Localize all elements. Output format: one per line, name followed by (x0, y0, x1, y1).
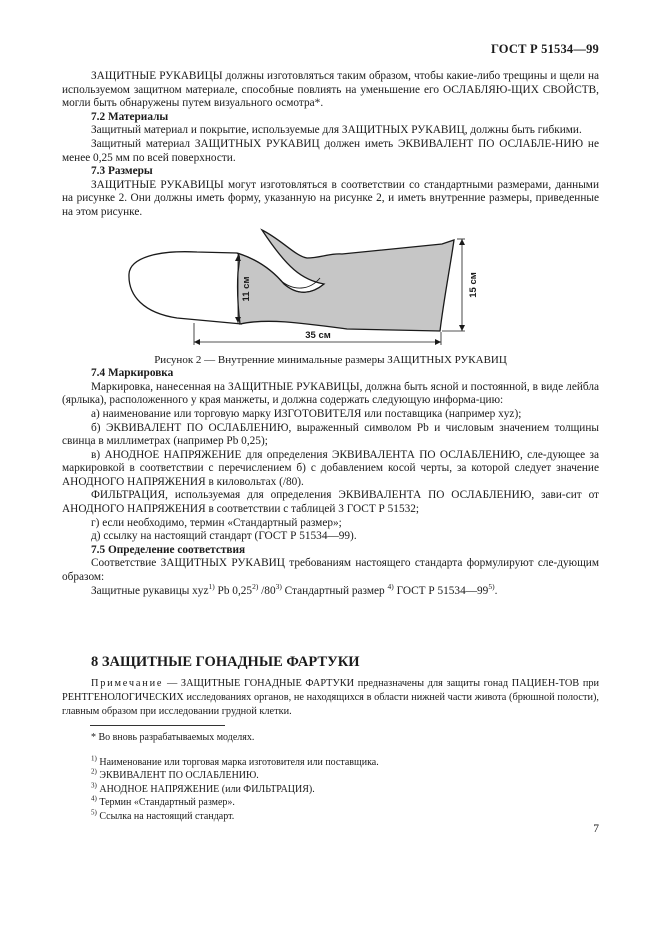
footnote-text: Термин «Стандартный размер». (96, 797, 235, 809)
s74-item-b: б) ЭКВИВАЛЕНТ ПО ОСЛАБЛЕНИЮ, выраженный символом Pb и числовым значением толщины свинца в миллиметрах (например Pb 0,25); (62, 421, 599, 448)
s75-paragraph-1: Соответствие ЗАЩИТНЫХ РУКАВИЦ требованиям настоящего стандарта формулируют сле-дующим образом: (62, 557, 599, 584)
footnote-text: ЭКВИВАЛЕНТ ПО ОСЛАБЛЕНИЮ. (96, 770, 259, 782)
example-part: . (494, 584, 498, 597)
s75-example (62, 581, 599, 599)
section-7-4-heading: 7.4 Маркировка (91, 367, 174, 380)
dim-length-label: 35 см (305, 329, 331, 341)
footnote-star (91, 731, 591, 744)
page-header: ГОСТ Р 51534—99 (490, 42, 599, 56)
figure-2-mitten (62, 228, 599, 354)
s74-filtration: ФИЛЬТРАЦИЯ, используемая для определения ЭКВИВАЛЕНТА ПО ОСЛАБЛЕНИЮ, зави-сит от АНОДНОГО НАПРЯЖЕНИЯ в соответствии с таблицей 3 ГОСТ Р 51532; (62, 489, 599, 516)
footnote-item (91, 769, 591, 782)
footnote-item (91, 756, 591, 769)
footnote-number: 1) (91, 754, 97, 763)
footnote-star-text: * Во вновь разрабатываемых моделях. (91, 732, 255, 743)
footnote-text: Наименование или торговая марка изготовителя или поставщика. (96, 757, 379, 768)
example-part: /80 (258, 584, 276, 597)
note-label: Примечание (91, 678, 164, 689)
footnote-item (91, 796, 591, 809)
sup-marker: 4) (387, 581, 394, 591)
mitten-body (237, 230, 454, 331)
dim-thumb-label: 11 см (241, 276, 252, 302)
footnote-number: 4) (91, 794, 97, 803)
footnote-number: 2) (91, 768, 97, 777)
example-part: ГОСТ Р 51534—99 (393, 584, 489, 597)
section-7-3-heading: 7.3 Размеры (91, 165, 153, 178)
footnote-item (91, 810, 591, 823)
section-8-heading: 8 ЗАЩИТНЫЕ ГОНАДНЫЕ ФАРТУКИ (91, 654, 360, 670)
note-text: — ЗАЩИТНЫЕ ГОНАДНЫЕ ФАРТУКИ предназначены для защиты гонад ПАЦИЕН-ТОВ при РЕНТГЕНОЛОГИЧЕСКИХ исследованиях органов, не находящихся в области нижней части живота (брюшной полости), главным образом при исследовании грудной клетки. (62, 678, 599, 717)
footnote-rule (90, 725, 225, 726)
example-part: Pb 0,25 (214, 584, 253, 597)
footnote-text: АНОДНОЕ НАПРЯЖЕНИЕ (или ФИЛЬТРАЦИЯ). (96, 783, 315, 795)
footnote-number: 3) (91, 781, 97, 790)
dim-height-label: 15 см (468, 271, 479, 298)
s72-paragraph-2: Защитный материал ЗАЩИТНЫХ РУКАВИЦ должен иметь ЭКВИВАЛЕНТ ПО ОСЛАБЛЕ-НИЮ не менее 0,25 мм по всей поверхности. (62, 137, 599, 164)
footnote-item (91, 783, 591, 796)
example-part: Защитные рукавицы xyz (91, 584, 209, 597)
footnote-list (91, 756, 591, 823)
intro-paragraph: ЗАЩИТНЫЕ РУКАВИЦЫ должны изготовляться таким образом, чтобы какие-либо трещины и щели на используемом защитном материале, способные повлиять на уменьшение его ОСЛАБЛЯЮ-ЩИХ СВОЙСТВ, могли быть обнаружены путем визуального осмотра*. (62, 70, 599, 110)
example-part: Стандартный размер (281, 584, 388, 597)
s74-item-g: г) если необходимо, термин «Стандартный размер»; (91, 516, 342, 529)
s73-paragraph-1: ЗАЩИТНЫЕ РУКАВИЦЫ могут изготовляться в соответствии со стандартными размерами, данными на рисунке 2. Они должны иметь форму, указанную на рисунке 2, и иметь внутренние размеры, приведенные на этом рисунке. (62, 178, 599, 218)
s74-item-a: а) наименование или торговую марку ИЗГОТОВИТЕЛЯ или поставщика (например xyz); (91, 407, 522, 420)
footnote-text: Ссылка на настоящий стандарт. (96, 810, 235, 822)
figure-caption: Рисунок 2 — Внутренние минимальные размеры ЗАЩИТНЫХ РУКАВИЦ (154, 353, 507, 366)
height-arrow-bottom (459, 325, 465, 331)
mitten-drawing (62, 228, 599, 354)
section-7-2-heading: 7.2 Материалы (91, 110, 169, 123)
s74-paragraph-1: Маркировка, нанесенная на ЗАЩИТНЫЕ РУКАВИЦЫ, должна быть ясной и постоянной, в виде лейбла (ярлыка), расположенного у края манжеты, и должна содержать следующую информа-цию: (62, 380, 599, 407)
thumb-outline (129, 251, 242, 323)
s72-paragraph-1: Защитный материал и покрытие, используемые для ЗАЩИТНЫХ РУКАВИЦ, должны быть гибкими. (91, 124, 582, 137)
sup-marker: 5) (488, 581, 495, 591)
height-arrow-top (459, 239, 465, 245)
main-body (62, 70, 599, 598)
page-number: 7 (593, 823, 599, 835)
length-arrow-right (435, 339, 441, 345)
sup-marker: 2) (252, 581, 259, 591)
sup-marker: 1) (208, 581, 215, 591)
section-8-note (62, 677, 599, 719)
sup-marker: 3) (275, 581, 282, 591)
section-7-5-heading: 7.5 Определение соответствия (91, 543, 246, 556)
s74-item-d: д) ссылку на настоящий стандарт (ГОСТ Р 51534—99). (91, 530, 357, 543)
s74-item-v: в) АНОДНОЕ НАПРЯЖЕНИЕ для определения ЭКВИВАЛЕНТА ПО ОСЛАБЛЕНИЮ, сле-дующее за маркировкой в соответствии с перечислением б) с добавлением косой черты, за которой следует значение АНОДНОГО НАПРЯЖЕНИЯ в киловольтах (/80). (62, 448, 599, 488)
length-arrow-left (194, 339, 200, 345)
footnote-number: 5) (91, 808, 97, 817)
